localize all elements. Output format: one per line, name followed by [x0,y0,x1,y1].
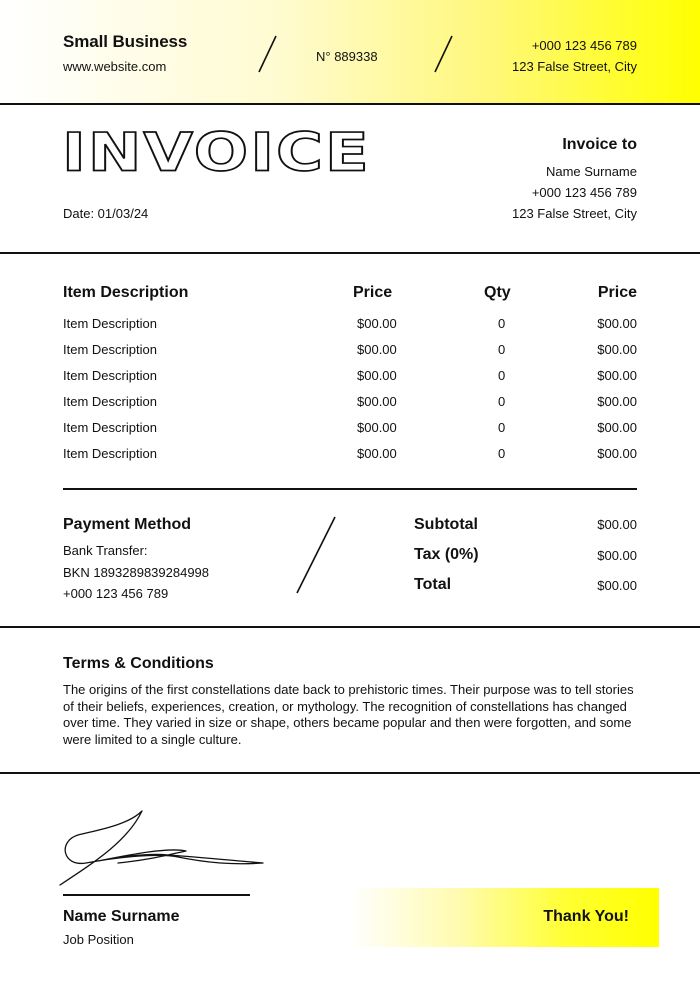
tax-value: $00.00 [597,548,637,563]
invoice-to-address: 123 False Street, City [512,206,637,221]
header-address: 123 False Street, City [512,59,637,74]
signature-line [63,894,250,896]
payment-phone: +000 123 456 789 [63,586,169,601]
brand-website[interactable]: www.website.com [63,59,167,74]
divider [0,772,700,774]
item-description: Item Description [63,394,157,409]
item-price: $00.00 [357,368,397,383]
item-description: Item Description [63,420,157,435]
subtotal-value: $00.00 [597,517,637,532]
item-total: $00.00 [597,368,637,383]
invoice-to-phone: +000 123 456 789 [531,185,637,200]
item-price: $00.00 [357,446,397,461]
item-qty: 0 [498,446,506,461]
col-header-description: Item Description [63,284,189,301]
item-total: $00.00 [597,420,637,435]
divider [63,488,637,490]
divider [0,626,700,628]
signature-icon [58,805,273,890]
item-qty: 0 [498,342,506,357]
invoice-number: N° 889338 [316,49,378,64]
item-total: $00.00 [597,446,637,461]
item-qty: 0 [498,420,506,435]
total-label: Total [414,576,452,593]
divider [0,103,700,105]
col-header-qty: Qty [484,284,511,301]
item-total: $00.00 [597,394,637,409]
tax-label: Tax (0%) [414,546,479,563]
invoice-date: Date: 01/03/24 [63,206,149,221]
item-qty: 0 [498,394,506,409]
header-phone: +000 123 456 789 [531,38,637,53]
item-total: $00.00 [597,342,637,357]
item-total: $00.00 [597,316,637,331]
item-description: Item Description [63,446,157,461]
item-qty: 0 [498,316,506,331]
subtotal-label: Subtotal [414,516,478,533]
divider [0,252,700,254]
item-price: $00.00 [357,342,397,357]
item-price: $00.00 [357,394,397,409]
brand-name: Small Business [63,32,188,51]
terms-body: The origins of the first constellations date back to prehistoric times. Their purpose was to tell stories of their beliefs, experiences, creation, or mythology. The recognition of constellations has changed over time. They varied in size or shape, others became popular and then were forgotten, and some were limited to a single culture. [63,682,634,747]
item-price: $00.00 [357,420,397,435]
payment-method: Bank Transfer: [63,543,148,558]
invoice-to-heading: Invoice to [562,136,637,153]
item-description: Item Description [63,368,157,383]
divider-slash-icon [294,515,338,595]
terms-heading: Terms & Conditions [63,655,214,672]
payment-method-heading: Payment Method [63,516,192,533]
invoice-title: INVOICE [62,122,371,184]
thank-you-text: Thank You! [543,908,629,925]
col-header-price: Price [353,284,393,301]
col-header-total: Price [597,284,637,301]
invoice-to-name: Name Surname [545,164,637,179]
payment-account: BKN 1893289839284998 [63,565,210,580]
item-description: Item Description [63,342,157,357]
item-qty: 0 [498,368,506,383]
signer-position: Job Position [63,932,134,947]
signer-name: Name Surname [63,908,180,925]
total-value: $00.00 [597,578,637,593]
item-price: $00.00 [357,316,397,331]
divider-slash-icon [432,34,456,74]
item-description: Item Description [63,316,157,331]
divider-slash-icon [256,34,280,74]
